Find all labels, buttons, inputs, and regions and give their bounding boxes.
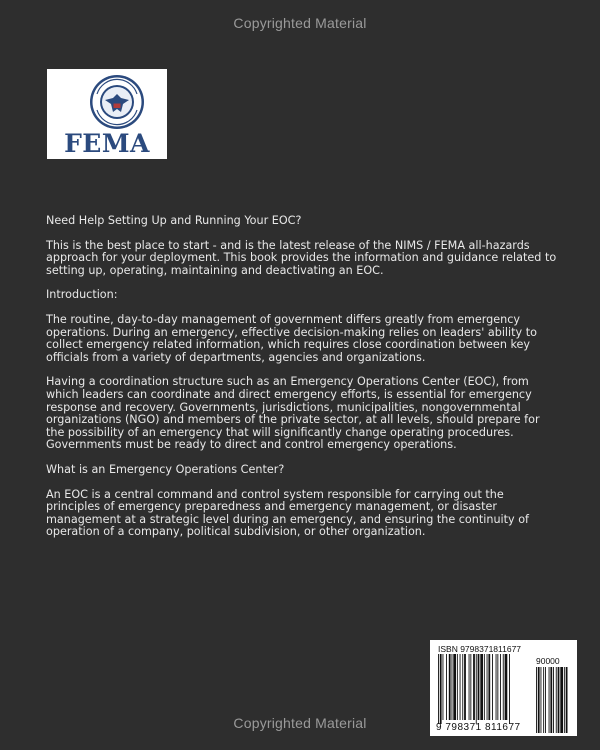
dhs-seal-icon: [89, 74, 145, 130]
description-heading: Need Help Setting Up and Running Your EOC?: [46, 214, 302, 227]
description-paragraph: This is the best place to start - and is the latest release of the NIMS / FEMA all-hazards approach for your deployment. This book provides the information and guidance related to setting up, operating, maintaining and deactivating an EOC.: [46, 238, 557, 277]
eoc-paragraph: An EOC is a central command and control system responsible for carrying out the principles of emergency preparedness and emergency management, or disaster management at a strategic level during an emergency, and ensuring the continuity of operation of a company, political subdivision, or other organization.: [46, 487, 529, 539]
book-description: [46, 215, 558, 551]
intro-paragraph-2: Having a coordination structure such as an Emergency Operations Center (EOC), from which leaders can coordinate and direct emergency efforts, is essential for emergency response and recovery. Governments, jurisdictions, municipalities, nongovernmental organizations (NGO) and members of the private sector, at all levels, should prepare for the possibility of an emergency that will significantly change operating procedures. Governments must be ready to direct and control emergency operations.: [46, 375, 540, 452]
intro-paragraph-1: The routine, day-to-day management of government differs greatly from emergency operations. During an emergency, effective decision-making relies on leaders' ability to collect emergency related information, which requires close coordination between key officials from a variety of departments, agencies and organizations.: [46, 312, 537, 364]
copyright-watermark-bottom: Copyrighted Material: [233, 715, 367, 731]
copyright-watermark-top: Copyrighted Material: [233, 15, 367, 31]
price-code: 90000: [536, 656, 560, 666]
fema-wordmark: FEMA: [64, 129, 150, 158]
isbn-digits: 9 798371 811677: [436, 722, 521, 733]
section-heading-introduction: Introduction:: [46, 288, 118, 302]
section-heading-eoc: What is an Emergency Operations Center?: [46, 462, 285, 476]
isbn-label: ISBN 9798371811677: [438, 644, 522, 654]
fema-logo: [47, 69, 167, 159]
